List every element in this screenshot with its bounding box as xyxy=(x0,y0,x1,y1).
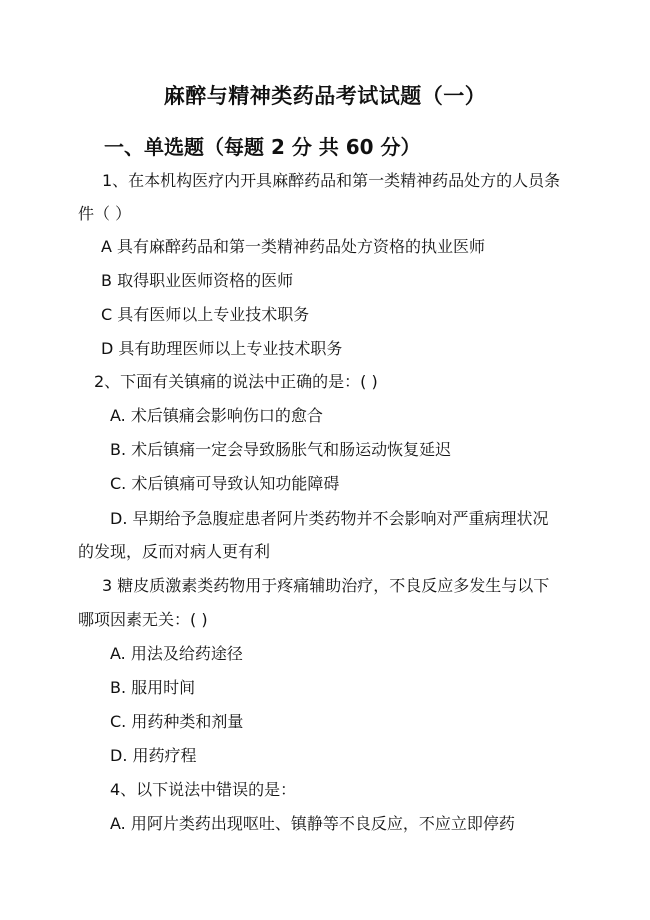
question-3-option-b: B. 服用时间 xyxy=(110,678,196,697)
page-title: 麻醉与精神类药品考试试题（一） xyxy=(163,84,487,108)
question-2-option-c: C. 术后镇痛可导致认知功能障碍 xyxy=(110,474,340,493)
section-heading: 一、单选题（每题 2 分 共 60 分） xyxy=(104,135,421,159)
question-3-option-d: D. 用药疗程 xyxy=(110,746,197,765)
question-1-option-b: B 取得职业医师资格的医师 xyxy=(101,271,294,290)
question-3-stem-line-2: 哪项因素无关：( ) xyxy=(78,610,208,629)
question-3-option-c: C. 用药种类和剂量 xyxy=(110,712,244,731)
question-3-option-a: A. 用法及给药途径 xyxy=(110,644,243,663)
question-4-stem-line-1: 4、以下说法中错误的是： xyxy=(110,780,297,799)
question-2-option-d-line-2: 的发现，反而对病人更有利 xyxy=(78,542,271,561)
question-2-option-b: B. 术后镇痛一定会导致肠胀气和肠运动恢复延迟 xyxy=(110,440,452,459)
question-1-option-d: D 具有助理医师以上专业技术职务 xyxy=(101,339,343,358)
question-1-stem-line-1: 1、在本机构医疗内开具麻醉药品和第一类精神药品处方的人员条 xyxy=(102,171,561,190)
question-1-option-a: A 具有麻醉药品和第一类精神药品处方资格的执业医师 xyxy=(101,237,486,256)
question-2-option-a: A. 术后镇痛会影响伤口的愈合 xyxy=(110,406,323,425)
question-1-stem-line-2: 件（ ） xyxy=(78,204,132,223)
question-1-option-c: C 具有医师以上专业技术职务 xyxy=(101,305,310,324)
question-2-stem-line-1: 2、下面有关镇痛的说法中正确的是：( ) xyxy=(94,372,378,391)
question-4-option-a: A. 用阿片类药出现呕吐、镇静等不良反应，不应立即停药 xyxy=(110,814,515,833)
question-2-option-d-line-1: D. 早期给予急腹症患者阿片类药物并不会影响对严重病理状况 xyxy=(110,509,549,528)
question-3-stem-line-1: 3 糖皮质激素类药物用于疼痛辅助治疗，不良反应多发生与以下 xyxy=(102,576,550,595)
